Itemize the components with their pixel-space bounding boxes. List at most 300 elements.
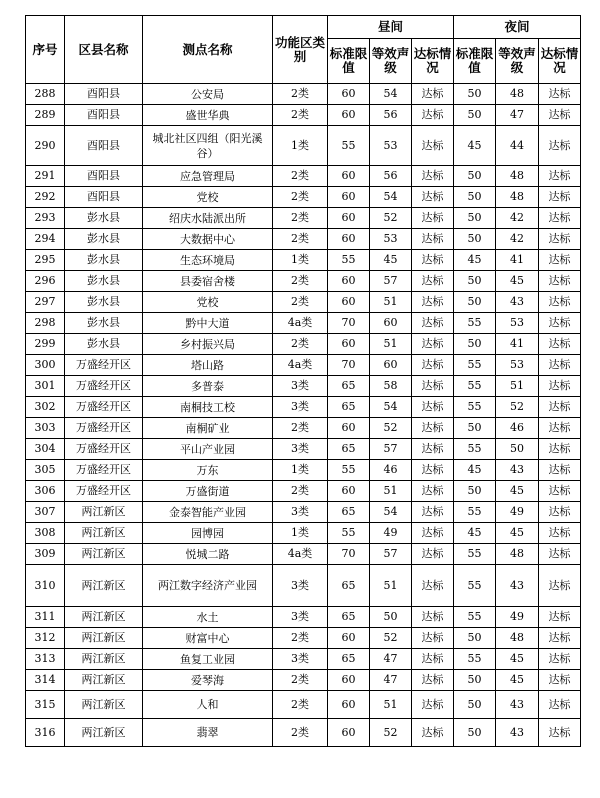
cell-seq: 291 — [26, 166, 65, 187]
table-row — [26, 334, 581, 355]
cell-night-limit: 55 — [454, 649, 496, 670]
cell-day-limit: 60 — [328, 691, 370, 719]
cell-station: 平山产业园 — [143, 439, 273, 460]
cell-day-leq: 54 — [370, 397, 412, 418]
cell-day-leq: 58 — [370, 376, 412, 397]
cell-seq: 307 — [26, 502, 65, 523]
cell-night-limit: 50 — [454, 166, 496, 187]
cell-county: 万盛经开区 — [65, 397, 143, 418]
table-row — [26, 719, 581, 747]
cell-night-limit: 45 — [454, 523, 496, 544]
cell-county: 万盛经开区 — [65, 376, 143, 397]
cell-day-status: 达标 — [412, 628, 454, 649]
cell-night-limit: 50 — [454, 292, 496, 313]
cell-day-limit: 60 — [328, 628, 370, 649]
cell-seq: 316 — [26, 719, 65, 747]
table-row — [26, 187, 581, 208]
cell-seq: 300 — [26, 355, 65, 376]
cell-night-status: 达标 — [539, 313, 581, 334]
cell-night-status: 达标 — [539, 105, 581, 126]
table-row — [26, 292, 581, 313]
cell-seq: 292 — [26, 187, 65, 208]
cell-county: 酉阳县 — [65, 187, 143, 208]
cell-night-status: 达标 — [539, 628, 581, 649]
cell-night-status: 达标 — [539, 126, 581, 166]
cell-county: 两江新区 — [65, 649, 143, 670]
cell-day-status: 达标 — [412, 439, 454, 460]
cell-day-limit: 60 — [328, 719, 370, 747]
cell-seq: 315 — [26, 691, 65, 719]
cell-day-status: 达标 — [412, 460, 454, 481]
cell-night-limit: 55 — [454, 565, 496, 607]
cell-night-leq: 45 — [496, 523, 539, 544]
cell-station: 县委宿舍楼 — [143, 271, 273, 292]
cell-station: 两江数字经济产业园 — [143, 565, 273, 607]
cell-category: 3类 — [273, 649, 328, 670]
cell-night-leq: 48 — [496, 628, 539, 649]
noise-monitoring-table — [25, 15, 581, 747]
header-night: 夜间 — [454, 16, 581, 39]
cell-category: 3类 — [273, 439, 328, 460]
cell-day-leq: 46 — [370, 460, 412, 481]
cell-category: 1类 — [273, 460, 328, 481]
cell-night-limit: 55 — [454, 397, 496, 418]
cell-day-status: 达标 — [412, 334, 454, 355]
cell-day-status: 达标 — [412, 271, 454, 292]
cell-day-limit: 60 — [328, 84, 370, 105]
cell-night-status: 达标 — [539, 481, 581, 502]
cell-night-leq: 46 — [496, 418, 539, 439]
cell-night-leq: 48 — [496, 544, 539, 565]
cell-station: 生态环境局 — [143, 250, 273, 271]
cell-day-status: 达标 — [412, 523, 454, 544]
cell-night-leq: 45 — [496, 670, 539, 691]
cell-day-leq: 51 — [370, 565, 412, 607]
cell-day-status: 达标 — [412, 105, 454, 126]
cell-day-status: 达标 — [412, 719, 454, 747]
cell-night-leq: 44 — [496, 126, 539, 166]
cell-night-limit: 55 — [454, 502, 496, 523]
cell-day-limit: 60 — [328, 105, 370, 126]
table-row — [26, 691, 581, 719]
cell-night-status: 达标 — [539, 523, 581, 544]
cell-day-status: 达标 — [412, 187, 454, 208]
cell-day-leq: 47 — [370, 649, 412, 670]
cell-night-limit: 50 — [454, 187, 496, 208]
cell-seq: 308 — [26, 523, 65, 544]
cell-station: 万盛街道 — [143, 481, 273, 502]
cell-night-leq: 48 — [496, 166, 539, 187]
cell-day-limit: 65 — [328, 502, 370, 523]
cell-day-leq: 52 — [370, 418, 412, 439]
cell-night-limit: 55 — [454, 376, 496, 397]
table-row — [26, 502, 581, 523]
cell-day-limit: 60 — [328, 187, 370, 208]
header-night-status: 达标情况 — [539, 39, 581, 84]
table-row — [26, 313, 581, 334]
cell-station: 南桐技工校 — [143, 397, 273, 418]
cell-night-leq: 41 — [496, 334, 539, 355]
cell-category: 1类 — [273, 126, 328, 166]
cell-seq: 302 — [26, 397, 65, 418]
cell-station: 黔中大道 — [143, 313, 273, 334]
cell-station: 南桐矿业 — [143, 418, 273, 439]
cell-night-leq: 41 — [496, 250, 539, 271]
cell-day-leq: 52 — [370, 628, 412, 649]
cell-day-limit: 65 — [328, 376, 370, 397]
cell-day-leq: 51 — [370, 691, 412, 719]
table-row — [26, 649, 581, 670]
cell-seq: 288 — [26, 84, 65, 105]
cell-category: 4a类 — [273, 544, 328, 565]
cell-night-limit: 50 — [454, 271, 496, 292]
cell-night-status: 达标 — [539, 397, 581, 418]
table-row — [26, 670, 581, 691]
cell-day-status: 达标 — [412, 397, 454, 418]
header-county: 区县名称 — [65, 16, 143, 84]
cell-night-limit: 45 — [454, 460, 496, 481]
cell-night-status: 达标 — [539, 460, 581, 481]
table-row — [26, 439, 581, 460]
cell-category: 3类 — [273, 376, 328, 397]
cell-night-leq: 42 — [496, 208, 539, 229]
cell-day-leq: 54 — [370, 84, 412, 105]
table-row — [26, 523, 581, 544]
cell-station: 鱼复工业园 — [143, 649, 273, 670]
cell-seq: 293 — [26, 208, 65, 229]
cell-station: 爱琴海 — [143, 670, 273, 691]
cell-night-leq: 49 — [496, 502, 539, 523]
cell-seq: 305 — [26, 460, 65, 481]
cell-night-leq: 53 — [496, 313, 539, 334]
cell-day-status: 达标 — [412, 649, 454, 670]
cell-night-status: 达标 — [539, 229, 581, 250]
cell-day-limit: 60 — [328, 208, 370, 229]
cell-day-status: 达标 — [412, 166, 454, 187]
cell-category: 4a类 — [273, 313, 328, 334]
cell-day-limit: 70 — [328, 313, 370, 334]
cell-night-leq: 45 — [496, 271, 539, 292]
table-header — [26, 16, 581, 84]
cell-night-status: 达标 — [539, 670, 581, 691]
table-row — [26, 481, 581, 502]
cell-night-status: 达标 — [539, 544, 581, 565]
cell-seq: 306 — [26, 481, 65, 502]
cell-county: 万盛经开区 — [65, 481, 143, 502]
cell-seq: 311 — [26, 607, 65, 628]
header-day: 昼间 — [328, 16, 454, 39]
cell-day-status: 达标 — [412, 502, 454, 523]
cell-day-limit: 70 — [328, 544, 370, 565]
cell-station: 万东 — [143, 460, 273, 481]
cell-county: 万盛经开区 — [65, 460, 143, 481]
cell-day-leq: 54 — [370, 502, 412, 523]
header-seq: 序号 — [26, 16, 65, 84]
cell-category: 2类 — [273, 292, 328, 313]
cell-night-limit: 50 — [454, 208, 496, 229]
cell-category: 2类 — [273, 481, 328, 502]
cell-day-leq: 56 — [370, 105, 412, 126]
cell-day-limit: 60 — [328, 271, 370, 292]
cell-county: 酉阳县 — [65, 126, 143, 166]
cell-category: 2类 — [273, 271, 328, 292]
cell-seq: 297 — [26, 292, 65, 313]
cell-category: 2类 — [273, 418, 328, 439]
cell-night-limit: 55 — [454, 355, 496, 376]
cell-night-leq: 43 — [496, 691, 539, 719]
cell-day-status: 达标 — [412, 229, 454, 250]
table-row — [26, 397, 581, 418]
cell-county: 两江新区 — [65, 691, 143, 719]
cell-day-limit: 55 — [328, 250, 370, 271]
cell-county: 酉阳县 — [65, 84, 143, 105]
cell-day-limit: 60 — [328, 166, 370, 187]
cell-night-status: 达标 — [539, 439, 581, 460]
cell-day-limit: 65 — [328, 439, 370, 460]
cell-night-limit: 55 — [454, 607, 496, 628]
cell-night-limit: 50 — [454, 105, 496, 126]
cell-night-status: 达标 — [539, 271, 581, 292]
cell-day-limit: 60 — [328, 481, 370, 502]
cell-day-leq: 60 — [370, 355, 412, 376]
cell-night-status: 达标 — [539, 292, 581, 313]
cell-night-status: 达标 — [539, 376, 581, 397]
cell-day-status: 达标 — [412, 313, 454, 334]
cell-county: 彭水县 — [65, 271, 143, 292]
cell-night-status: 达标 — [539, 84, 581, 105]
cell-seq: 290 — [26, 126, 65, 166]
cell-county: 两江新区 — [65, 719, 143, 747]
cell-night-leq: 52 — [496, 397, 539, 418]
cell-day-leq: 57 — [370, 271, 412, 292]
cell-county: 酉阳县 — [65, 166, 143, 187]
table-row — [26, 628, 581, 649]
table-row — [26, 250, 581, 271]
cell-category: 2类 — [273, 84, 328, 105]
header-category: 功能区类别 — [273, 16, 328, 84]
cell-county: 彭水县 — [65, 208, 143, 229]
cell-seq: 294 — [26, 229, 65, 250]
header-station: 测点名称 — [143, 16, 273, 84]
cell-day-leq: 51 — [370, 292, 412, 313]
cell-category: 2类 — [273, 208, 328, 229]
cell-station: 塔山路 — [143, 355, 273, 376]
cell-night-limit: 45 — [454, 250, 496, 271]
cell-seq: 312 — [26, 628, 65, 649]
cell-night-limit: 55 — [454, 544, 496, 565]
cell-night-limit: 55 — [454, 313, 496, 334]
cell-county: 两江新区 — [65, 523, 143, 544]
cell-category: 2类 — [273, 105, 328, 126]
cell-day-status: 达标 — [412, 292, 454, 313]
cell-day-leq: 50 — [370, 607, 412, 628]
cell-night-limit: 50 — [454, 628, 496, 649]
cell-category: 1类 — [273, 250, 328, 271]
cell-night-status: 达标 — [539, 418, 581, 439]
cell-day-limit: 55 — [328, 460, 370, 481]
cell-night-status: 达标 — [539, 719, 581, 747]
cell-station: 党校 — [143, 292, 273, 313]
cell-category: 2类 — [273, 691, 328, 719]
cell-night-limit: 50 — [454, 334, 496, 355]
cell-seq: 310 — [26, 565, 65, 607]
cell-day-leq: 54 — [370, 187, 412, 208]
cell-day-leq: 51 — [370, 334, 412, 355]
cell-category: 3类 — [273, 565, 328, 607]
cell-day-status: 达标 — [412, 126, 454, 166]
table-row — [26, 376, 581, 397]
cell-day-limit: 60 — [328, 334, 370, 355]
cell-night-leq: 43 — [496, 719, 539, 747]
cell-county: 两江新区 — [65, 628, 143, 649]
table-row — [26, 607, 581, 628]
cell-category: 1类 — [273, 523, 328, 544]
cell-county: 彭水县 — [65, 313, 143, 334]
cell-county: 彭水县 — [65, 250, 143, 271]
cell-county: 万盛经开区 — [65, 355, 143, 376]
cell-day-limit: 65 — [328, 649, 370, 670]
cell-station: 水土 — [143, 607, 273, 628]
cell-category: 2类 — [273, 670, 328, 691]
cell-day-limit: 65 — [328, 607, 370, 628]
cell-day-status: 达标 — [412, 691, 454, 719]
cell-category: 2类 — [273, 166, 328, 187]
cell-category: 3类 — [273, 502, 328, 523]
cell-seq: 295 — [26, 250, 65, 271]
cell-night-leq: 48 — [496, 187, 539, 208]
cell-station: 金泰智能产业园 — [143, 502, 273, 523]
cell-day-leq: 45 — [370, 250, 412, 271]
cell-county: 彭水县 — [65, 229, 143, 250]
cell-day-leq: 60 — [370, 313, 412, 334]
cell-station: 盛世华典 — [143, 105, 273, 126]
cell-night-limit: 50 — [454, 691, 496, 719]
cell-day-status: 达标 — [412, 84, 454, 105]
cell-night-status: 达标 — [539, 208, 581, 229]
cell-night-leq: 51 — [496, 376, 539, 397]
cell-day-leq: 47 — [370, 670, 412, 691]
cell-county: 万盛经开区 — [65, 418, 143, 439]
cell-station: 财富中心 — [143, 628, 273, 649]
cell-day-leq: 49 — [370, 523, 412, 544]
cell-category: 3类 — [273, 607, 328, 628]
cell-day-status: 达标 — [412, 355, 454, 376]
cell-station: 绍庆水陆派出所 — [143, 208, 273, 229]
cell-seq: 304 — [26, 439, 65, 460]
cell-station: 乡村振兴局 — [143, 334, 273, 355]
table-row — [26, 105, 581, 126]
cell-county: 两江新区 — [65, 670, 143, 691]
cell-day-leq: 51 — [370, 481, 412, 502]
cell-seq: 299 — [26, 334, 65, 355]
cell-seq: 296 — [26, 271, 65, 292]
cell-seq: 309 — [26, 544, 65, 565]
table-row — [26, 460, 581, 481]
cell-day-limit: 65 — [328, 565, 370, 607]
cell-station: 悦城二路 — [143, 544, 273, 565]
cell-day-limit: 60 — [328, 418, 370, 439]
header-day-status: 达标情况 — [412, 39, 454, 84]
table-row — [26, 418, 581, 439]
table-row — [26, 271, 581, 292]
cell-night-limit: 50 — [454, 670, 496, 691]
cell-seq: 314 — [26, 670, 65, 691]
cell-category: 2类 — [273, 628, 328, 649]
table-row — [26, 208, 581, 229]
cell-category: 4a类 — [273, 355, 328, 376]
cell-night-limit: 50 — [454, 418, 496, 439]
cell-county: 彭水县 — [65, 292, 143, 313]
cell-night-status: 达标 — [539, 166, 581, 187]
cell-night-leq: 53 — [496, 355, 539, 376]
cell-night-status: 达标 — [539, 607, 581, 628]
cell-night-limit: 55 — [454, 439, 496, 460]
cell-night-limit: 50 — [454, 229, 496, 250]
table-row — [26, 544, 581, 565]
cell-station: 多普泰 — [143, 376, 273, 397]
cell-day-status: 达标 — [412, 376, 454, 397]
cell-day-status: 达标 — [412, 481, 454, 502]
cell-night-leq: 47 — [496, 105, 539, 126]
cell-day-limit: 60 — [328, 229, 370, 250]
cell-night-leq: 50 — [496, 439, 539, 460]
cell-night-leq: 48 — [496, 84, 539, 105]
cell-category: 3类 — [273, 397, 328, 418]
cell-night-leq: 42 — [496, 229, 539, 250]
header-night-limit: 标准限值 — [454, 39, 496, 84]
cell-night-leq: 43 — [496, 565, 539, 607]
cell-day-leq: 53 — [370, 229, 412, 250]
cell-county: 两江新区 — [65, 544, 143, 565]
cell-station: 人和 — [143, 691, 273, 719]
cell-night-leq: 43 — [496, 292, 539, 313]
cell-station: 党校 — [143, 187, 273, 208]
cell-station: 翡翠 — [143, 719, 273, 747]
cell-day-limit: 55 — [328, 523, 370, 544]
cell-seq: 303 — [26, 418, 65, 439]
cell-day-status: 达标 — [412, 607, 454, 628]
cell-county: 彭水县 — [65, 334, 143, 355]
table-row — [26, 229, 581, 250]
cell-day-leq: 57 — [370, 544, 412, 565]
cell-station: 应急管理局 — [143, 166, 273, 187]
cell-night-status: 达标 — [539, 355, 581, 376]
cell-night-leq: 45 — [496, 481, 539, 502]
cell-station: 城北社区四组（阳光溪谷） — [143, 126, 273, 166]
cell-day-status: 达标 — [412, 208, 454, 229]
table-row — [26, 166, 581, 187]
cell-night-status: 达标 — [539, 649, 581, 670]
cell-day-limit: 55 — [328, 126, 370, 166]
cell-night-limit: 45 — [454, 126, 496, 166]
cell-day-leq: 53 — [370, 126, 412, 166]
cell-category: 2类 — [273, 719, 328, 747]
cell-county: 酉阳县 — [65, 105, 143, 126]
cell-day-status: 达标 — [412, 565, 454, 607]
cell-night-status: 达标 — [539, 334, 581, 355]
cell-day-limit: 70 — [328, 355, 370, 376]
cell-night-leq: 49 — [496, 607, 539, 628]
cell-county: 两江新区 — [65, 502, 143, 523]
cell-night-status: 达标 — [539, 565, 581, 607]
table-row — [26, 84, 581, 105]
cell-day-status: 达标 — [412, 250, 454, 271]
cell-day-limit: 60 — [328, 292, 370, 313]
header-night-leq: 等效声级 — [496, 39, 539, 84]
cell-day-status: 达标 — [412, 418, 454, 439]
cell-night-leq: 43 — [496, 460, 539, 481]
cell-day-status: 达标 — [412, 544, 454, 565]
